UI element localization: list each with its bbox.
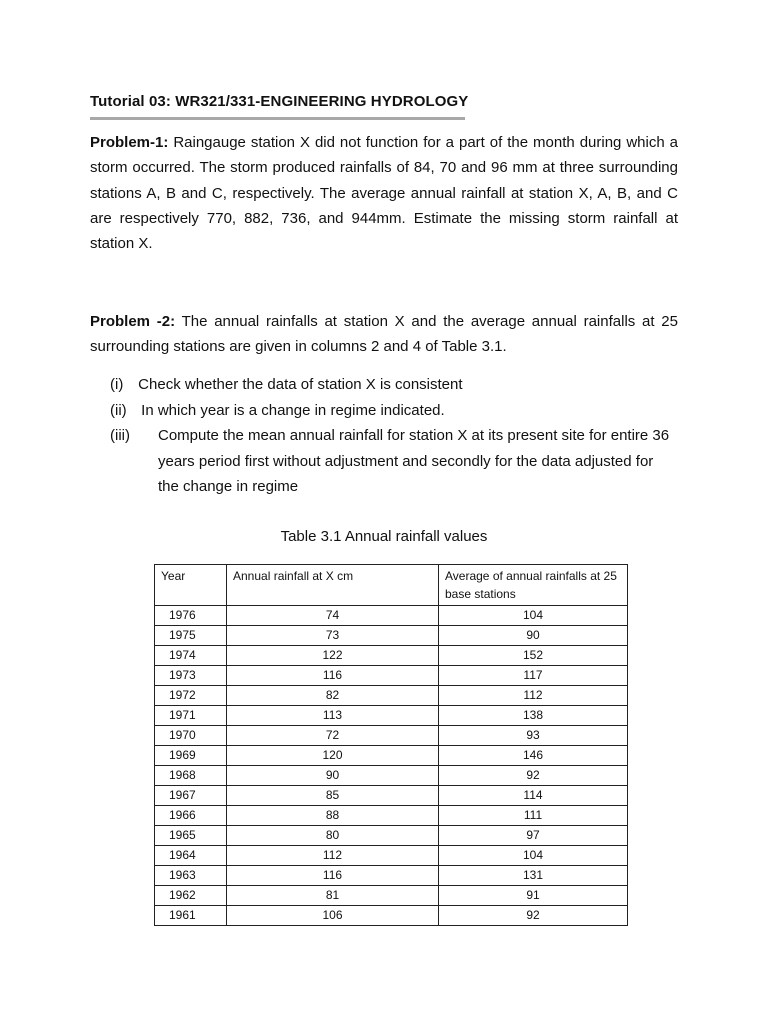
cell-year: 1970	[155, 726, 227, 746]
cell-base-average: 104	[439, 846, 628, 866]
cell-year: 1975	[155, 626, 227, 646]
cell-base-average: 91	[439, 886, 628, 906]
cell-year: 1974	[155, 646, 227, 666]
cell-year: 1972	[155, 686, 227, 706]
table-body	[155, 606, 628, 926]
cell-year: 1964	[155, 846, 227, 866]
cell-year: 1965	[155, 826, 227, 846]
table-row	[155, 906, 628, 926]
list-item-number: (iii)	[110, 427, 130, 444]
cell-base-average: 117	[439, 666, 628, 686]
list-item	[110, 372, 670, 398]
list-item-number: (i)	[110, 376, 124, 393]
cell-year: 1961	[155, 906, 227, 926]
table-row	[155, 626, 628, 646]
cell-year: 1971	[155, 706, 227, 726]
cell-base-average: 152	[439, 646, 628, 666]
problem-2-text: The annual rainfalls at station X and the average annual rainfalls at 25 surrounding stations are given in columns 2 and 4 of Table 3.1.	[90, 313, 678, 356]
table-caption: Table 3.1 Annual rainfall values	[280, 528, 488, 545]
problem-1-text: Raingauge station X did not function for a part of the month during which a storm occurred. The storm produced rainfalls of 84, 70 and 96 mm at three surrounding stations A, B and C, respectively. The average annual rainfall at station X, A, B, and C are respectively 770, 882, 736, and 944mm. Estimate the missing storm rainfall at station X.	[90, 134, 678, 253]
table-header-row	[155, 565, 628, 606]
table-row	[155, 826, 628, 846]
cell-year: 1973	[155, 666, 227, 686]
cell-base-average: 114	[439, 786, 628, 806]
header-rainfall-x: Annual rainfall at X cm	[227, 565, 439, 606]
cell-base-average: 93	[439, 726, 628, 746]
table-row	[155, 766, 628, 786]
cell-rainfall-x: 85	[227, 786, 439, 806]
cell-year: 1968	[155, 766, 227, 786]
cell-base-average: 90	[439, 626, 628, 646]
table-row	[155, 646, 628, 666]
table-row	[155, 746, 628, 766]
cell-base-average: 111	[439, 806, 628, 826]
cell-year: 1962	[155, 886, 227, 906]
cell-rainfall-x: 74	[227, 606, 439, 626]
cell-rainfall-x: 81	[227, 886, 439, 906]
cell-rainfall-x: 72	[227, 726, 439, 746]
cell-base-average: 131	[439, 866, 628, 886]
table-row	[155, 886, 628, 906]
cell-base-average: 104	[439, 606, 628, 626]
header-year: Year	[155, 565, 227, 606]
list-item-number: (ii)	[110, 401, 127, 419]
cell-rainfall-x: 116	[227, 866, 439, 886]
table-row	[155, 846, 628, 866]
cell-rainfall-x: 122	[227, 646, 439, 666]
problem-2-label: Problem -2:	[90, 313, 176, 330]
problem-1	[90, 130, 678, 256]
list-item-text: In which year is a change in regime indicated.	[141, 401, 445, 419]
table-row	[155, 666, 628, 686]
cell-rainfall-x: 106	[227, 906, 439, 926]
problem-2-list	[110, 372, 670, 500]
cell-rainfall-x: 90	[227, 766, 439, 786]
cell-base-average: 92	[439, 766, 628, 786]
table-row	[155, 606, 628, 626]
list-item-text: Compute the mean annual rainfall for station X at its present site for entire 36 years period first without adjustment and secondly for the data adjusted for the change in regime	[158, 427, 670, 495]
table-row	[155, 806, 628, 826]
cell-year: 1966	[155, 806, 227, 826]
list-item	[110, 423, 670, 500]
cell-rainfall-x: 120	[227, 746, 439, 766]
cell-base-average: 138	[439, 706, 628, 726]
problem-2	[90, 309, 678, 360]
cell-year: 1969	[155, 746, 227, 766]
page-title: Tutorial 03: WR321/331-ENGINEERING HYDROLOGY	[90, 93, 469, 110]
cell-year: 1963	[155, 866, 227, 886]
cell-year: 1967	[155, 786, 227, 806]
cell-base-average: 97	[439, 826, 628, 846]
table-row	[155, 686, 628, 706]
problem-1-label: Problem-1:	[90, 134, 169, 151]
list-item	[110, 398, 670, 424]
table-row	[155, 706, 628, 726]
table-row	[155, 726, 628, 746]
cell-rainfall-x: 113	[227, 706, 439, 726]
cell-rainfall-x: 112	[227, 846, 439, 866]
cell-base-average: 92	[439, 906, 628, 926]
title-underline	[90, 117, 465, 120]
cell-rainfall-x: 73	[227, 626, 439, 646]
table-row	[155, 866, 628, 886]
table-row	[155, 786, 628, 806]
cell-rainfall-x: 88	[227, 806, 439, 826]
cell-year: 1976	[155, 606, 227, 626]
cell-rainfall-x: 82	[227, 686, 439, 706]
cell-base-average: 146	[439, 746, 628, 766]
rainfall-table	[154, 564, 628, 926]
cell-rainfall-x: 80	[227, 826, 439, 846]
header-base-average: Average of annual rainfalls at 25 base stations	[439, 565, 628, 606]
cell-base-average: 112	[439, 686, 628, 706]
cell-rainfall-x: 116	[227, 666, 439, 686]
list-item-text: Check whether the data of station X is consistent	[138, 376, 463, 393]
